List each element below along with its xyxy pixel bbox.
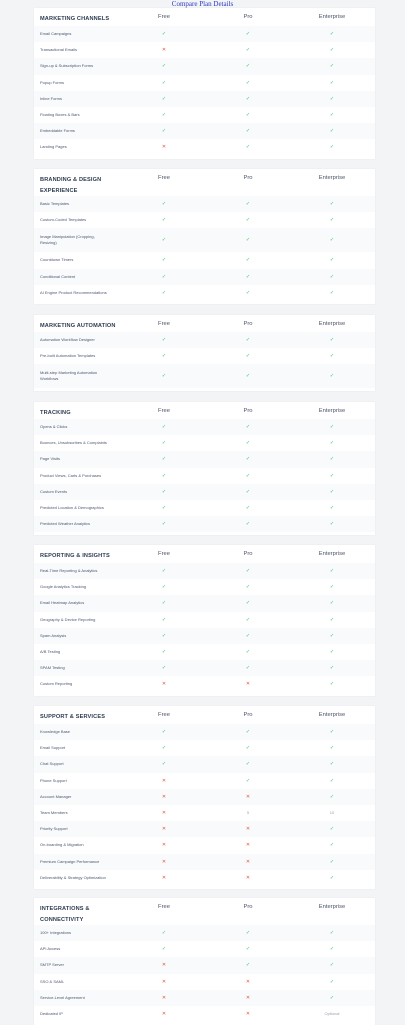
table-row bbox=[34, 468, 375, 484]
check-icon: ✓ bbox=[245, 63, 251, 70]
table-row bbox=[34, 676, 375, 692]
check-icon: ✓ bbox=[161, 237, 167, 244]
table-row bbox=[34, 451, 375, 467]
cross-icon: ✕ bbox=[245, 1011, 251, 1018]
check-icon: ✓ bbox=[245, 47, 251, 54]
feature-label: Conditional Content bbox=[40, 273, 76, 279]
check-icon: ✓ bbox=[329, 681, 335, 688]
feature-label: Popup Forms bbox=[40, 79, 65, 85]
feature-label: A/B Testing bbox=[40, 649, 61, 655]
check-icon: ✓ bbox=[245, 456, 251, 463]
check-icon: ✓ bbox=[245, 745, 251, 752]
check-icon: ✓ bbox=[161, 930, 167, 937]
cross-icon: ✕ bbox=[161, 874, 167, 881]
check-icon: ✓ bbox=[245, 337, 251, 344]
feature-label: Team Members bbox=[40, 810, 68, 816]
check-icon: ✓ bbox=[161, 424, 167, 431]
check-icon: ✓ bbox=[329, 472, 335, 479]
check-icon: ✓ bbox=[161, 128, 167, 135]
check-icon: ✓ bbox=[329, 488, 335, 495]
cross-icon: ✕ bbox=[245, 994, 251, 1001]
check-icon: ✓ bbox=[329, 584, 335, 591]
section-title: INTEGRATIONS & CONNECTIVITY bbox=[40, 906, 90, 923]
feature-label: Phone Support bbox=[40, 777, 67, 783]
table-row bbox=[34, 612, 375, 628]
section-title: SUPPORT & SERVICES bbox=[40, 714, 106, 720]
check-icon: ✓ bbox=[245, 273, 251, 280]
section-title: BRANDING & DESIGN EXPERIENCE bbox=[40, 177, 102, 194]
check-icon: ✓ bbox=[329, 930, 335, 937]
check-icon: ✓ bbox=[161, 289, 167, 296]
check-icon: ✓ bbox=[329, 112, 335, 119]
table-row bbox=[34, 228, 375, 252]
check-icon: ✓ bbox=[245, 217, 251, 224]
table-row bbox=[34, 990, 375, 1006]
check-icon: ✓ bbox=[245, 505, 251, 512]
check-icon: ✓ bbox=[245, 665, 251, 672]
check-icon: ✓ bbox=[329, 649, 335, 656]
column-header-enterprise: Enterprise bbox=[318, 408, 346, 414]
check-icon: ✓ bbox=[245, 257, 251, 264]
cross-icon: ✕ bbox=[161, 144, 167, 151]
feature-label: Product Views, Carts & Purchases bbox=[40, 472, 102, 478]
section-header bbox=[34, 402, 375, 419]
check-icon: ✓ bbox=[245, 144, 251, 151]
check-icon: ✓ bbox=[161, 217, 167, 224]
table-row bbox=[34, 925, 375, 941]
feature-label: Geography & Device Reporting bbox=[40, 616, 96, 622]
column-header-pro: Pro bbox=[243, 175, 253, 181]
table-row bbox=[34, 75, 375, 91]
check-icon: ✓ bbox=[245, 946, 251, 953]
check-icon: ✓ bbox=[161, 273, 167, 280]
table-row bbox=[34, 269, 375, 285]
table-row bbox=[34, 26, 375, 42]
section-header bbox=[34, 8, 375, 26]
feature-label: API Access bbox=[40, 946, 61, 952]
check-icon: ✓ bbox=[245, 649, 251, 656]
column-header-enterprise: Enterprise bbox=[318, 14, 346, 20]
check-icon: ✓ bbox=[161, 373, 167, 380]
table-row bbox=[34, 196, 375, 212]
cross-icon: ✕ bbox=[245, 793, 251, 800]
column-header-free: Free bbox=[158, 14, 170, 20]
check-icon: ✓ bbox=[329, 616, 335, 623]
feature-label: Predicted Location & Demographics bbox=[40, 505, 104, 511]
section-marketing-channels bbox=[34, 8, 375, 159]
column-header-enterprise: Enterprise bbox=[318, 175, 346, 181]
check-icon: ✓ bbox=[245, 616, 251, 623]
check-icon: ✓ bbox=[161, 257, 167, 264]
section-title: MARKETING CHANNELS bbox=[40, 16, 110, 22]
check-icon: ✓ bbox=[329, 273, 335, 280]
check-icon: ✓ bbox=[161, 337, 167, 344]
table-row bbox=[34, 957, 375, 973]
feature-label: Pre-built Automation Templates bbox=[40, 353, 96, 359]
plan-value: 10 bbox=[329, 810, 335, 816]
table-row bbox=[34, 854, 375, 870]
check-icon: ✓ bbox=[329, 761, 335, 768]
feature-label: Spam Analysis bbox=[40, 632, 67, 638]
check-icon: ✓ bbox=[161, 95, 167, 102]
check-icon: ✓ bbox=[161, 521, 167, 528]
check-icon: ✓ bbox=[329, 632, 335, 639]
check-icon: ✓ bbox=[329, 289, 335, 296]
cross-icon: ✕ bbox=[245, 681, 251, 688]
table-row bbox=[34, 773, 375, 789]
cross-icon: ✕ bbox=[161, 1011, 167, 1018]
check-icon: ✓ bbox=[329, 745, 335, 752]
section-branding-design-experience bbox=[34, 169, 375, 304]
feature-label: Predicted Weather Analytics bbox=[40, 521, 90, 527]
check-icon: ✓ bbox=[245, 237, 251, 244]
check-icon: ✓ bbox=[329, 257, 335, 264]
section-support-services bbox=[34, 706, 375, 889]
check-icon: ✓ bbox=[161, 632, 167, 639]
table-row bbox=[34, 595, 375, 611]
feature-label: Basic Templates bbox=[40, 201, 70, 207]
table-row bbox=[34, 644, 375, 660]
check-icon: ✓ bbox=[329, 128, 335, 135]
check-icon: ✓ bbox=[245, 353, 251, 360]
cross-icon: ✕ bbox=[245, 874, 251, 881]
cross-icon: ✕ bbox=[161, 826, 167, 833]
cross-icon: ✕ bbox=[245, 978, 251, 985]
section-footer-spacer bbox=[34, 532, 375, 535]
check-icon: ✓ bbox=[245, 128, 251, 135]
feature-label: Custom Events bbox=[40, 488, 68, 494]
section-marketing-automation bbox=[34, 315, 375, 391]
table-row bbox=[34, 756, 375, 772]
check-icon: ✓ bbox=[161, 79, 167, 86]
feature-label: Chat Support bbox=[40, 761, 64, 767]
column-header-enterprise: Enterprise bbox=[318, 321, 346, 327]
check-icon: ✓ bbox=[329, 521, 335, 528]
check-icon: ✓ bbox=[245, 79, 251, 86]
check-icon: ✓ bbox=[245, 289, 251, 296]
feature-label: Transactional Emails bbox=[40, 47, 77, 53]
table-row bbox=[34, 516, 375, 532]
check-icon: ✓ bbox=[161, 201, 167, 208]
feature-label: Automation Workflow Designer bbox=[40, 337, 95, 343]
cross-icon: ✕ bbox=[161, 777, 167, 784]
check-icon: ✓ bbox=[329, 353, 335, 360]
check-icon: ✓ bbox=[161, 31, 167, 38]
column-header-pro: Pro bbox=[243, 14, 253, 20]
column-header-free: Free bbox=[158, 321, 170, 327]
table-row bbox=[34, 364, 375, 388]
check-icon: ✓ bbox=[329, 858, 335, 865]
feature-label: SPAM Testing bbox=[40, 665, 65, 671]
check-icon: ✓ bbox=[161, 568, 167, 575]
check-icon: ✓ bbox=[329, 994, 335, 1001]
feature-label: SSO & SAML bbox=[40, 978, 65, 984]
feature-label: Deliverability & Strategy Optimization bbox=[40, 874, 106, 880]
table-row bbox=[34, 805, 375, 821]
plan-value: 5 bbox=[246, 810, 250, 816]
section-footer-spacer bbox=[34, 301, 375, 304]
table-row bbox=[34, 500, 375, 516]
table-row bbox=[34, 42, 375, 58]
table-row bbox=[34, 789, 375, 805]
check-icon: ✓ bbox=[245, 472, 251, 479]
feature-label: Knowledge Base bbox=[40, 729, 71, 735]
table-row bbox=[34, 870, 375, 886]
check-icon: ✓ bbox=[329, 600, 335, 607]
check-icon: ✓ bbox=[245, 488, 251, 495]
cross-icon: ✕ bbox=[161, 994, 167, 1001]
check-icon: ✓ bbox=[245, 424, 251, 431]
cross-icon: ✕ bbox=[245, 858, 251, 865]
check-icon: ✓ bbox=[161, 729, 167, 736]
check-icon: ✓ bbox=[161, 505, 167, 512]
check-icon: ✓ bbox=[329, 962, 335, 969]
check-icon: ✓ bbox=[245, 31, 251, 38]
section-header bbox=[34, 169, 375, 196]
check-icon: ✓ bbox=[161, 600, 167, 607]
check-icon: ✓ bbox=[329, 665, 335, 672]
section-title: REPORTING & INSIGHTS bbox=[40, 553, 110, 559]
feature-label: Service-Level Agreement bbox=[40, 994, 85, 1000]
feature-label: Bounces, Unsubscribes & Complaints bbox=[40, 440, 107, 446]
table-row bbox=[34, 941, 375, 957]
check-icon: ✓ bbox=[329, 63, 335, 70]
table-row bbox=[34, 837, 375, 853]
cross-icon: ✕ bbox=[245, 826, 251, 833]
check-icon: ✓ bbox=[161, 761, 167, 768]
check-icon: ✓ bbox=[245, 600, 251, 607]
section-header bbox=[34, 315, 375, 332]
column-header-pro: Pro bbox=[243, 321, 253, 327]
feature-label: Multi-step Marketing Automation Workflows bbox=[40, 370, 98, 382]
check-icon: ✓ bbox=[329, 874, 335, 881]
check-icon: ✓ bbox=[329, 946, 335, 953]
cross-icon: ✕ bbox=[161, 793, 167, 800]
table-row bbox=[34, 435, 375, 451]
feature-label: Page Visits bbox=[40, 456, 60, 462]
check-icon: ✓ bbox=[161, 488, 167, 495]
feature-label: On-boarding & Migration bbox=[40, 842, 84, 848]
check-icon: ✓ bbox=[329, 201, 335, 208]
check-icon: ✓ bbox=[329, 456, 335, 463]
table-row bbox=[34, 821, 375, 837]
section-reporting-insights bbox=[34, 545, 375, 696]
feature-label: SMTP Server bbox=[40, 962, 64, 968]
check-icon: ✓ bbox=[329, 237, 335, 244]
check-icon: ✓ bbox=[329, 826, 335, 833]
table-row bbox=[34, 107, 375, 123]
feature-label: Floating Boxes & Bars bbox=[40, 112, 80, 118]
section-title: TRACKING bbox=[40, 410, 71, 416]
check-icon: ✓ bbox=[161, 616, 167, 623]
check-icon: ✓ bbox=[329, 729, 335, 736]
section-footer-spacer bbox=[34, 693, 375, 696]
column-header-enterprise: Enterprise bbox=[318, 551, 346, 557]
check-icon: ✓ bbox=[161, 665, 167, 672]
section-tracking bbox=[34, 402, 375, 535]
check-icon: ✓ bbox=[161, 472, 167, 479]
feature-label: Account Manager bbox=[40, 793, 72, 799]
feature-label: Embeddable Forms bbox=[40, 128, 75, 134]
check-icon: ✓ bbox=[161, 584, 167, 591]
check-icon: ✓ bbox=[329, 793, 335, 800]
check-icon: ✓ bbox=[245, 729, 251, 736]
table-row bbox=[34, 628, 375, 644]
check-icon: ✓ bbox=[161, 456, 167, 463]
table-row bbox=[34, 660, 375, 676]
section-integrations-connectivity bbox=[34, 898, 375, 1025]
column-header-pro: Pro bbox=[243, 904, 253, 910]
check-icon: ✓ bbox=[161, 649, 167, 656]
feature-label: Email Heatmap Analytics bbox=[40, 600, 85, 606]
table-row bbox=[34, 419, 375, 435]
check-icon: ✓ bbox=[245, 761, 251, 768]
feature-label: Email Campaigns bbox=[40, 31, 72, 37]
check-icon: ✓ bbox=[329, 144, 335, 151]
column-header-free: Free bbox=[158, 551, 170, 557]
table-row bbox=[34, 740, 375, 756]
check-icon: ✓ bbox=[329, 842, 335, 849]
feature-label: Premium Campaign Performance bbox=[40, 858, 100, 864]
table-row bbox=[34, 91, 375, 107]
cross-icon: ✕ bbox=[161, 681, 167, 688]
check-icon: ✓ bbox=[329, 337, 335, 344]
section-footer-spacer bbox=[34, 388, 375, 391]
feature-label: Custom-Coded Templates bbox=[40, 217, 87, 223]
feature-label: Landing Pages bbox=[40, 144, 67, 150]
check-icon: ✓ bbox=[329, 373, 335, 380]
feature-label: 100+ Integrations bbox=[40, 930, 72, 936]
check-icon: ✓ bbox=[245, 521, 251, 528]
check-icon: ✓ bbox=[329, 47, 335, 54]
check-icon: ✓ bbox=[245, 930, 251, 937]
check-icon: ✓ bbox=[329, 95, 335, 102]
check-icon: ✓ bbox=[329, 440, 335, 447]
column-header-pro: Pro bbox=[243, 408, 253, 414]
column-header-pro: Pro bbox=[243, 551, 253, 557]
table-row bbox=[34, 285, 375, 301]
table-row bbox=[34, 724, 375, 740]
section-header bbox=[34, 898, 375, 925]
check-icon: ✓ bbox=[245, 373, 251, 380]
table-row bbox=[34, 123, 375, 139]
check-icon: ✓ bbox=[245, 112, 251, 119]
section-footer-spacer bbox=[34, 886, 375, 889]
section-header bbox=[34, 706, 375, 724]
check-icon: ✓ bbox=[245, 440, 251, 447]
feature-label: Priority Support bbox=[40, 826, 68, 832]
check-icon: ✓ bbox=[245, 95, 251, 102]
check-icon: ✓ bbox=[329, 505, 335, 512]
table-row bbox=[34, 139, 375, 155]
check-icon: ✓ bbox=[245, 962, 251, 969]
cross-icon: ✕ bbox=[161, 842, 167, 849]
check-icon: ✓ bbox=[245, 632, 251, 639]
section-title: MARKETING AUTOMATION bbox=[40, 323, 116, 329]
table-row bbox=[34, 1006, 375, 1022]
column-header-free: Free bbox=[158, 904, 170, 910]
cross-icon: ✕ bbox=[245, 842, 251, 849]
feature-label: Custom Reporting bbox=[40, 681, 73, 687]
cross-icon: ✕ bbox=[161, 858, 167, 865]
column-header-free: Free bbox=[158, 175, 170, 181]
feature-label: Email Support bbox=[40, 745, 66, 751]
check-icon: ✓ bbox=[161, 946, 167, 953]
page-title: Compare Plan Details bbox=[171, 0, 234, 8]
check-icon: ✓ bbox=[245, 568, 251, 575]
section-header bbox=[34, 545, 375, 563]
feature-label: Dedicated IP bbox=[40, 1011, 63, 1017]
check-icon: ✓ bbox=[161, 112, 167, 119]
cross-icon: ✕ bbox=[161, 47, 167, 54]
check-icon: ✓ bbox=[329, 79, 335, 86]
plan-value: Optional bbox=[324, 1011, 340, 1017]
table-row bbox=[34, 563, 375, 579]
table-row bbox=[34, 484, 375, 500]
cross-icon: ✕ bbox=[161, 978, 167, 985]
cross-icon: ✕ bbox=[161, 962, 167, 969]
check-icon: ✓ bbox=[161, 745, 167, 752]
check-icon: ✓ bbox=[245, 201, 251, 208]
column-header-enterprise: Enterprise bbox=[318, 712, 346, 718]
column-header-pro: Pro bbox=[243, 712, 253, 718]
column-header-free: Free bbox=[158, 408, 170, 414]
feature-label: Google Analytics Tracking bbox=[40, 584, 87, 590]
table-row bbox=[34, 579, 375, 595]
table-row bbox=[34, 212, 375, 228]
feature-label: Real-Time Reporting & Analytics bbox=[40, 568, 98, 574]
check-icon: ✓ bbox=[245, 777, 251, 784]
check-icon: ✓ bbox=[161, 353, 167, 360]
feature-label: Inline Forms bbox=[40, 95, 63, 101]
table-row bbox=[34, 332, 375, 348]
check-icon: ✓ bbox=[329, 217, 335, 224]
table-row bbox=[34, 348, 375, 364]
feature-label: Opens & Clicks bbox=[40, 424, 68, 430]
check-icon: ✓ bbox=[329, 978, 335, 985]
check-icon: ✓ bbox=[329, 31, 335, 38]
feature-label: Sign-up & Subscription Forms bbox=[40, 63, 94, 69]
check-icon: ✓ bbox=[161, 63, 167, 70]
table-row bbox=[34, 252, 375, 268]
feature-label: Countdown Timers bbox=[40, 257, 74, 263]
column-header-free: Free bbox=[158, 712, 170, 718]
feature-label: Image Manipulation (Cropping, Resizing) bbox=[40, 234, 95, 246]
table-row bbox=[34, 974, 375, 990]
check-icon: ✓ bbox=[329, 424, 335, 431]
section-footer-spacer bbox=[34, 156, 375, 159]
check-icon: ✓ bbox=[161, 440, 167, 447]
cross-icon: ✕ bbox=[161, 810, 167, 817]
check-icon: ✓ bbox=[245, 584, 251, 591]
table-row bbox=[34, 58, 375, 74]
column-header-enterprise: Enterprise bbox=[318, 904, 346, 910]
check-icon: ✓ bbox=[329, 568, 335, 575]
feature-label: AI Engine Product Recommendations bbox=[40, 289, 107, 295]
check-icon: ✓ bbox=[329, 777, 335, 784]
